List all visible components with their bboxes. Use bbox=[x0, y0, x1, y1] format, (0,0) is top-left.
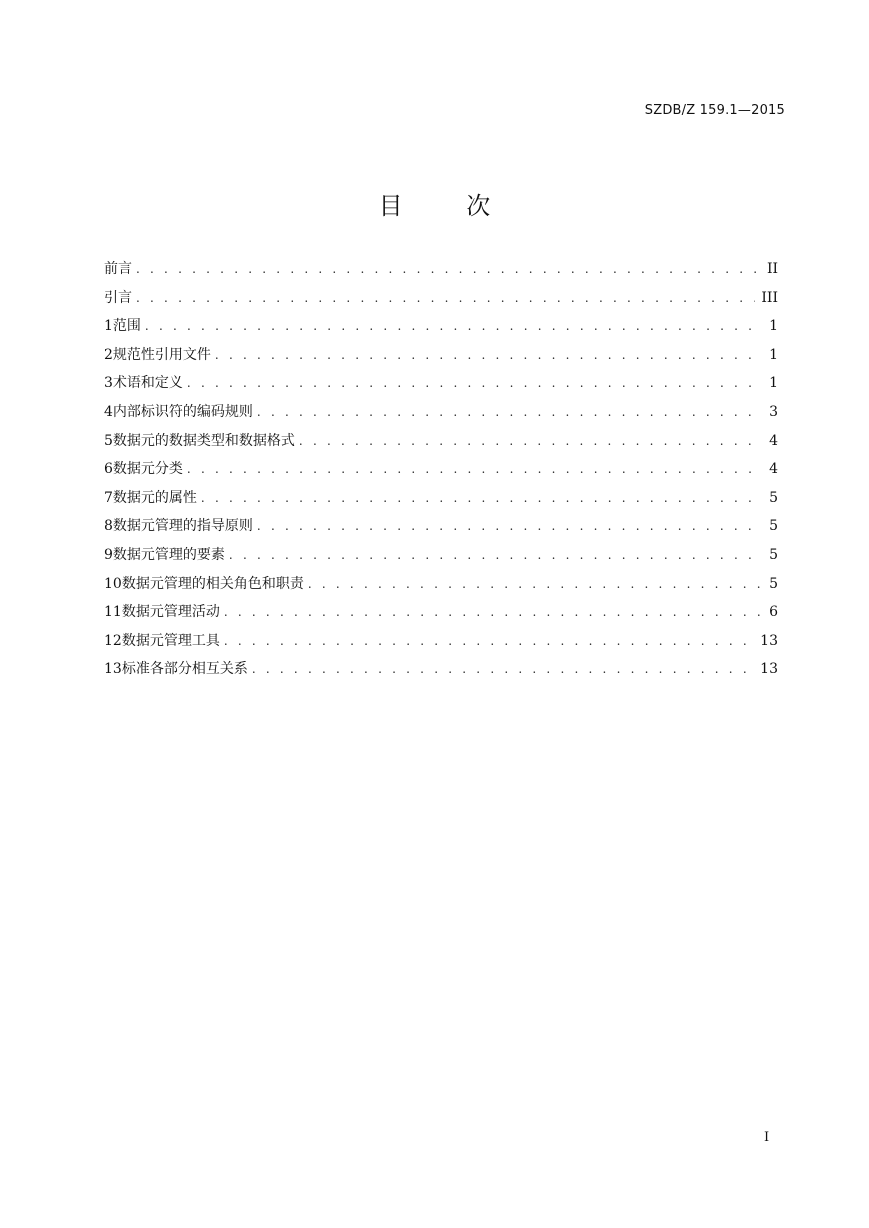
toc-leader-dots bbox=[229, 548, 760, 562]
toc-entry-page: III bbox=[761, 289, 778, 306]
toc-leader-dots bbox=[224, 605, 760, 619]
standard-code: SZDB/Z 159.1—2015 bbox=[644, 103, 785, 118]
toc-entry-9[interactable] bbox=[104, 544, 778, 573]
toc-entry-7[interactable] bbox=[104, 487, 778, 516]
toc-entry-page: 1 bbox=[769, 375, 778, 392]
toc-entry-text: 内部标识符的编码规则 bbox=[112, 403, 253, 420]
toc-entry-page: 1 bbox=[769, 318, 778, 335]
toc-entry-text: 规范性引用文件 bbox=[112, 346, 211, 363]
toc-entry-page: 3 bbox=[769, 403, 778, 420]
toc-entry-page: 13 bbox=[760, 632, 778, 649]
toc-entry-number: 2 bbox=[104, 346, 113, 363]
toc-entry-number: 11 bbox=[104, 604, 122, 621]
toc-leader-dots bbox=[299, 434, 760, 448]
toc-entry-8[interactable] bbox=[104, 515, 778, 544]
toc-entry-page: 5 bbox=[769, 489, 778, 506]
toc-leader-dots bbox=[187, 462, 760, 476]
toc-entry-number: 6 bbox=[104, 461, 113, 478]
toc-entry-4[interactable] bbox=[104, 401, 778, 430]
toc-entry-number: 12 bbox=[104, 632, 122, 649]
toc-entry-page: II bbox=[766, 261, 778, 277]
toc-entry-13[interactable] bbox=[104, 658, 778, 687]
toc-entry-text: 术语和定义 bbox=[112, 375, 183, 392]
toc-entry-number: 8 bbox=[104, 518, 113, 535]
toc-entry-introduction[interactable] bbox=[104, 287, 778, 316]
table-of-contents bbox=[104, 258, 778, 687]
toc-entry-page: 5 bbox=[769, 546, 778, 563]
toc-entry-text: 前言 bbox=[104, 261, 132, 277]
toc-entry-text: 引言 bbox=[104, 289, 132, 306]
toc-entry-number: 10 bbox=[104, 575, 122, 592]
toc-entry-number: 9 bbox=[104, 546, 113, 563]
toc-entry-text: 数据元管理工具 bbox=[121, 632, 220, 649]
toc-entry-page: 13 bbox=[760, 661, 778, 678]
toc-entry-number: 7 bbox=[104, 489, 113, 506]
toc-leader-dots bbox=[257, 519, 760, 533]
toc-entry-page: 4 bbox=[769, 432, 778, 449]
toc-leader-dots bbox=[145, 319, 760, 333]
toc-entry-number: 4 bbox=[104, 403, 113, 420]
toc-entry-text: 数据元管理的要素 bbox=[112, 546, 225, 563]
toc-entry-5[interactable] bbox=[104, 430, 778, 459]
toc-entry-page: 6 bbox=[769, 604, 778, 621]
toc-entry-text: 数据元管理活动 bbox=[121, 604, 220, 621]
toc-entry-text: 数据元管理的相关角色和职责 bbox=[121, 575, 304, 592]
toc-entry-text: 标准各部分相互关系 bbox=[121, 661, 248, 678]
toc-leader-dots bbox=[201, 491, 760, 505]
toc-entry-page: 5 bbox=[769, 518, 778, 535]
toc-leader-dots bbox=[136, 291, 755, 305]
toc-leader-dots bbox=[257, 405, 760, 419]
toc-leader-dots bbox=[215, 348, 760, 362]
toc-entry-page: 5 bbox=[769, 575, 778, 592]
toc-entry-number: 1 bbox=[104, 318, 113, 335]
toc-entry-page: 1 bbox=[769, 346, 778, 363]
toc-entry-2[interactable] bbox=[104, 344, 778, 373]
toc-entry-text: 数据元的数据类型和数据格式 bbox=[112, 432, 295, 449]
toc-entry-text: 数据元的属性 bbox=[112, 489, 197, 506]
toc-entry-12[interactable] bbox=[104, 630, 778, 659]
toc-entry-number: 3 bbox=[104, 375, 113, 392]
toc-leader-dots bbox=[224, 634, 754, 648]
page-title: 目 次 bbox=[378, 192, 519, 220]
toc-entry-text: 数据元分类 bbox=[112, 461, 183, 478]
toc-leader-dots bbox=[136, 262, 760, 276]
toc-entry-11[interactable] bbox=[104, 601, 778, 630]
toc-entry-text: 数据元管理的指导原则 bbox=[112, 518, 253, 535]
toc-entry-page: 4 bbox=[769, 461, 778, 478]
toc-leader-dots bbox=[187, 376, 760, 390]
toc-entry-number: 5 bbox=[104, 432, 113, 449]
page-number: I bbox=[764, 1130, 770, 1145]
toc-entry-foreword[interactable] bbox=[104, 258, 778, 287]
toc-entry-6[interactable] bbox=[104, 458, 778, 487]
toc-entry-1[interactable] bbox=[104, 315, 778, 344]
toc-entry-3[interactable] bbox=[104, 372, 778, 401]
toc-entry-number: 13 bbox=[104, 661, 122, 678]
toc-leader-dots bbox=[308, 577, 760, 591]
toc-leader-dots bbox=[252, 662, 754, 676]
toc-entry-10[interactable] bbox=[104, 573, 778, 602]
toc-entry-text: 范围 bbox=[112, 318, 141, 335]
